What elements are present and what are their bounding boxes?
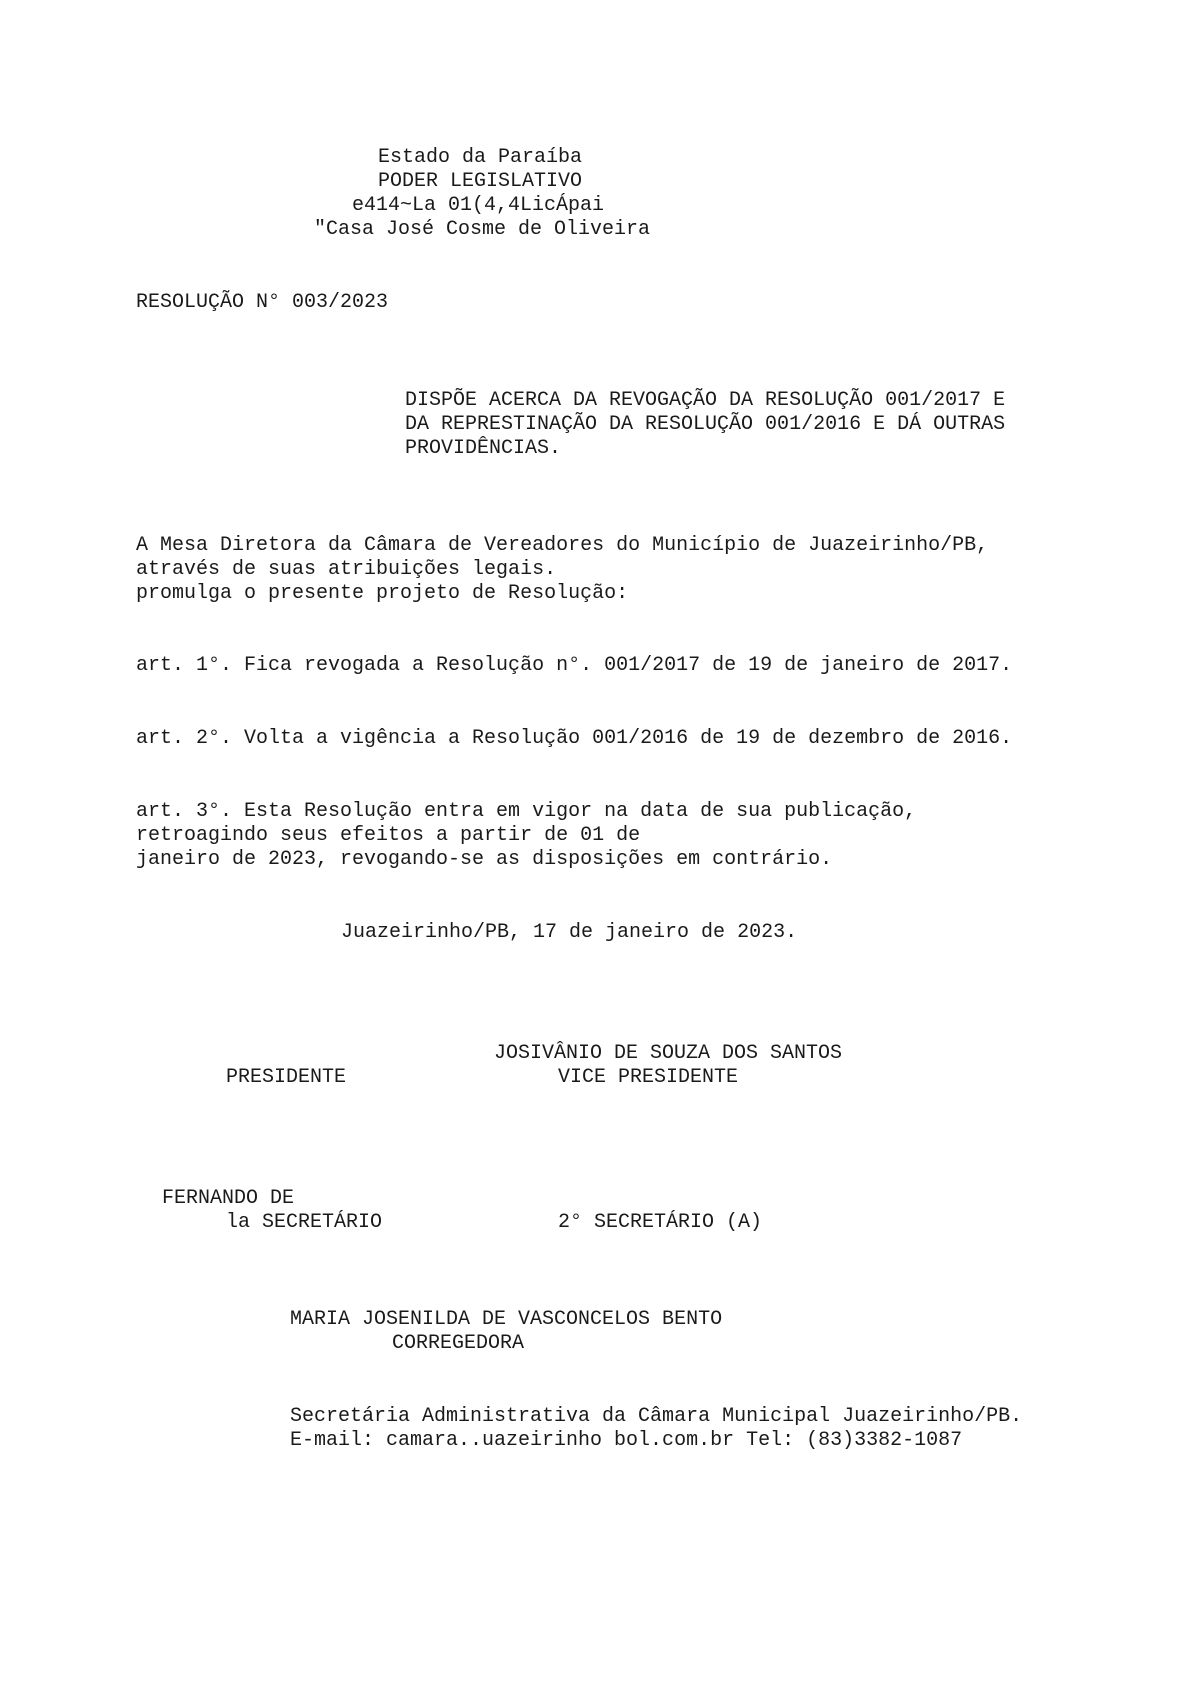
- header-power: PODER LEGISLATIVO: [378, 170, 583, 193]
- first-secretary-role: la SECRETÁRIO: [226, 1211, 383, 1234]
- article-3-line-2: retroagindo seus efeitos a partir de 01 de: [136, 824, 641, 847]
- footer-line-1: Secretária Administrativa da Câmara Municipal Juazeirinho/PB.: [290, 1405, 1023, 1428]
- resolution-number: RESOLUÇÃO N° 003/2023: [136, 291, 389, 314]
- vice-president-name: JOSIVÂNIO DE SOUZA DOS SANTOS: [494, 1042, 843, 1065]
- header-house-name: "Casa José Cosme de Oliveira: [314, 218, 651, 241]
- footer-contact: E-mail: camara..uazeirinho bol.com.br Tel: (83)3382-1087: [290, 1429, 963, 1452]
- preamble-line-1: A Mesa Diretora da Câmara de Vereadores do Município de Juazeirinho/PB,: [136, 534, 989, 557]
- preamble-line-2: através de suas atribuições legais.: [136, 558, 557, 581]
- second-secretary-role: 2° SECRETÁRIO (A): [558, 1211, 763, 1234]
- article-3-line-1: art. 3°. Esta Resolução entra em vigor na data de sua publicação,: [136, 800, 917, 823]
- corregedora-role: CORREGEDORA: [392, 1332, 525, 1355]
- vice-president-role: VICE PRESIDENTE: [558, 1066, 739, 1089]
- ementa-line-1: DISPÕE ACERCA DA REVOGAÇÃO DA RESOLUÇÃO 001/2017 E: [405, 389, 1006, 412]
- header-state: Estado da Paraíba: [378, 146, 583, 169]
- first-secretary-name: FERNANDO DE: [162, 1187, 295, 1210]
- article-3-line-3: janeiro de 2023, revogando-se as disposições em contrário.: [136, 848, 833, 871]
- preamble-line-3: promulga o presente projeto de Resolução:: [136, 582, 629, 605]
- header-garbled-line: e414~La 01(4,4LicÁpai: [352, 194, 605, 217]
- ementa-line-2: DA REPRESTINAÇÃO DA RESOLUÇÃO 001/2016 E DÁ OUTRAS: [405, 413, 1006, 436]
- president-role: PRESIDENTE: [226, 1066, 347, 1089]
- article-1: art. 1°. Fica revogada a Resolução n°. 001/2017 de 19 de janeiro de 2017.: [136, 654, 1013, 677]
- corregedora-name: MARIA JOSENILDA DE VASCONCELOS BENTO: [290, 1308, 723, 1331]
- ementa-line-3: PROVIDÊNCIAS.: [405, 437, 562, 460]
- article-2: art. 2°. Volta a vigência a Resolução 001/2016 de 19 de dezembro de 2016.: [136, 727, 1013, 750]
- place-date: Juazeirinho/PB, 17 de janeiro de 2023.: [341, 921, 798, 944]
